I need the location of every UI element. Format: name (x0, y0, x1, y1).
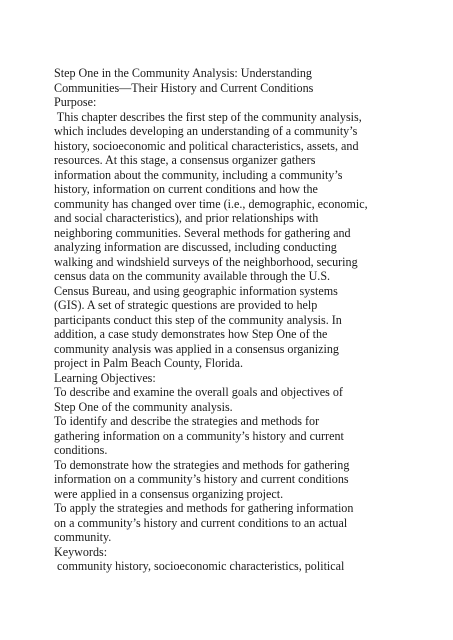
objective-text-line: To apply the strategies and methods for gathering information (54, 501, 354, 515)
learning-objectives-heading: Learning Objectives: (54, 370, 156, 385)
purpose-text-line: information about the community, including a community’s (54, 167, 343, 182)
objective-text-line: gathering information on a community’s history and current (54, 428, 344, 443)
document-text (54, 66, 434, 574)
purpose-text-line: analyzing information are discussed, including conducting (54, 240, 337, 254)
objective-text-line: conditions. (54, 443, 108, 457)
purpose-text-line: participants conduct this step of the community analysis. In (54, 312, 342, 327)
purpose-text-line: walking and windshield surveys of the neighborhood, securing (54, 254, 358, 269)
purpose-text-line: addition, a case study demonstrates how Step One of the (54, 327, 328, 341)
purpose-text-line: census data on the community available through the U.S. (54, 269, 331, 283)
title-line-1: Step One in the Community Analysis: Understanding (54, 66, 312, 80)
purpose-text-line: resources. At this stage, a consensus organizer gathers (54, 153, 316, 167)
purpose-text-line: history, socioeconomic and political characteristics, assets, and (54, 138, 359, 153)
keywords-text-line: community history, socioeconomic characteristics, political (54, 559, 345, 573)
objective-text-line: To demonstrate how the strategies and methods for gathering (54, 457, 350, 472)
objective-text-line: were applied in a consensus organizing project. (54, 486, 284, 501)
purpose-text-line: This chapter describes the first step of the community analysis, (54, 109, 362, 124)
purpose-text-line: project in Palm Beach County, Florida. (54, 356, 243, 370)
purpose-heading: Purpose: (54, 95, 97, 109)
purpose-text-line: neighboring communities. Several methods for gathering and (54, 225, 351, 240)
purpose-text-line: (GIS). A set of strategic questions are provided to help (54, 298, 318, 312)
objective-text-line: on a community’s history and current conditions to an actual (54, 515, 348, 530)
purpose-text-line: Census Bureau, and using geographic information systems (54, 283, 338, 298)
purpose-text-line: which includes developing an understanding of a community’s (54, 124, 358, 138)
purpose-text-line: community has changed over time (i.e., demographic, economic, (54, 196, 368, 211)
objective-text-line: To describe and examine the overall goals and objectives of (54, 385, 343, 399)
objective-text-line: To identify and describe the strategies and methods for (54, 414, 320, 428)
title-line-2: Communities—Their History and Current Conditions (54, 80, 314, 95)
objective-text-line: Step One of the community analysis. (54, 399, 233, 414)
purpose-text-line: community analysis was applied in a consensus organizing (54, 341, 339, 356)
purpose-text-line: and social characteristics), and prior relationships with (54, 211, 319, 225)
keywords-heading: Keywords: (54, 544, 108, 559)
objective-text-line: information on a community’s history and current conditions (54, 472, 349, 486)
objective-text-line: community. (54, 530, 112, 544)
purpose-text-line: history, information on current conditions and how the (54, 182, 318, 196)
